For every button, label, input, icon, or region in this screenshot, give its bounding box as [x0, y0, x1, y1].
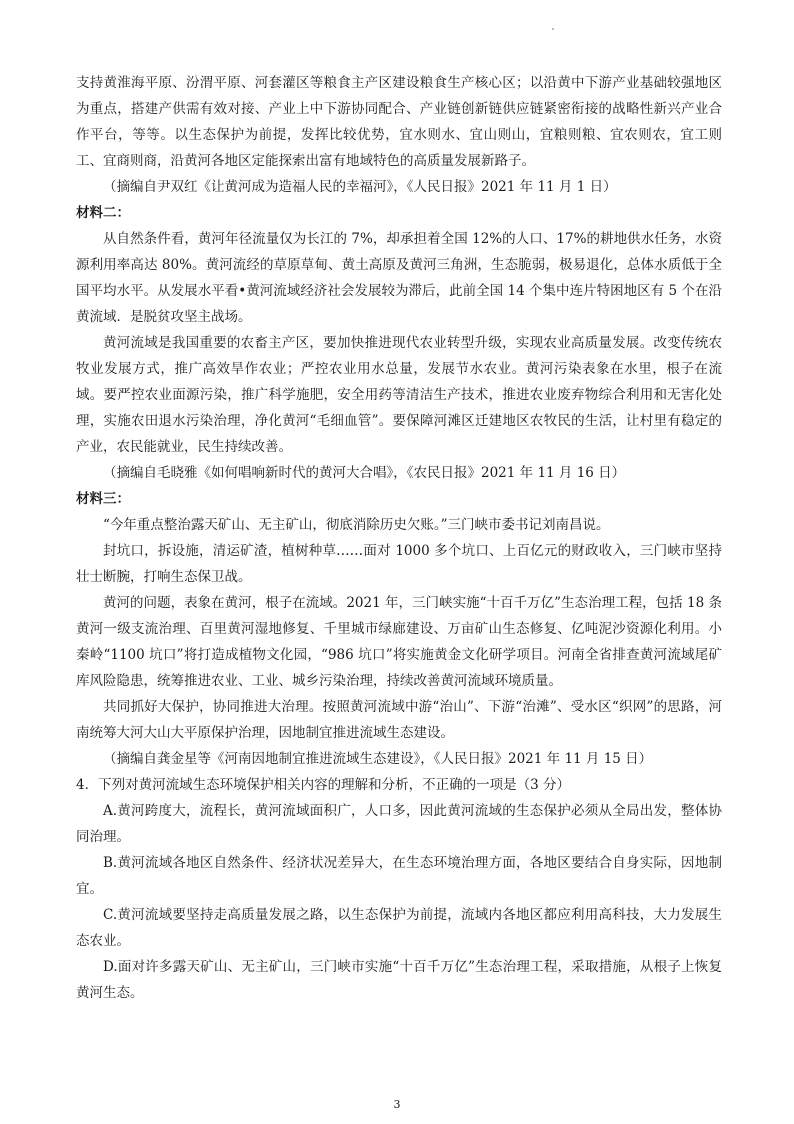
option-d: D.面对许多露天矿山、无主矿山，三门峡市实施“十百千万亿”生态治理工程，采取措施，从根子上恢复黄河生态。	[76, 959, 722, 1001]
option-c: C.黄河流域要坚持走高质量发展之路，以生态保护为前提，流域内各地区都应利用高科技，大力发展生态农业。	[76, 907, 722, 949]
material-2-heading: 材料二：	[76, 205, 130, 221]
paragraph-material2-1: 从自然条件看，黄河年径流量仅为长江的 7%，却承担着全国 12%的人口、17%的耕地供水任务，水资源利用率高达 80%。黄河流经的草原草甸、黄土高原及黄河三角洲，生态脆弱，极易退化，总体水质低于全国平均水平。从发展水平看•黄河流域经济社会发展较为滞后，此前全国 14 个集中连片特困地区有 5 个在沿黄流域．是脱贫攻坚主战场。	[76, 231, 722, 325]
question-4: 4．下列对黄河流域生态环境保护相关内容的理解和分析，不正确的一项是（3 分）	[76, 777, 570, 793]
material-3-heading: 材料三：	[76, 491, 130, 507]
paragraph-material3-3: 黄河的问题，表象在黄河，根子在流域。2021 年，三门峡实施“十百千万亿”生态治理工程，包括 18 条黄河一级支流治理、百里黄河湿地修复、千里城市绿廊建设、万亩矿山生态修复、亿吨泥沙资源化利用。小秦岭“1100 坑口”将打造成植物文化园，“986 坑口”将实施黄金文化研学项目。河南全省排查黄河流域尾矿库风险隐患，统筹推进农业、工业、城乡污染治理，持续改善黄河流域环境质量。	[76, 595, 722, 689]
source-citation-1: （摘编自尹双红《让黄河成为造福人民的幸福河》，《人民日报》2021 年 11 月 1 日）	[103, 179, 617, 195]
paragraph-material3-4: 共同抓好大保护，协同推进大治理。按照黄河流域中游“治山”、下游“治滩”、受水区“织网”的思路，河南统筹大河大山大平原保护治理，因地制宜推进流域生态建设。	[76, 699, 722, 741]
option-a: A.黄河跨度大，流程长，黄河流域面积广，人口多，因此黄河流域的生态保护必须从全局出发，整体协同治理。	[76, 803, 722, 845]
paragraph-material2-2: 黄河流域是我国重要的农畜主产区，要加快推进现代农业转型升级，实现农业高质量发展。改变传统农牧业发展方式，推广高效旱作农业；严控农业用水总量，发展节水农业。黄河污染表象在水里，根子在流域。要严控农业面源污染，推广科学施肥，安全用药等清洁生产技术，推进农业废弃物综合利用和无害化处理，实施农田退水污染治理，净化黄河“毛细血管”。要保障河滩区迁建地区农牧民的生活，让村里有稳定的产业，农民能就业，民生持续改善。	[76, 335, 722, 455]
source-citation-3: （摘编自龚金星等《河南因地制宜推进流域生态建设》，《人民日报》2021 年 11 月 15 日）	[103, 751, 653, 767]
paragraph-material3-1: “今年重点整治露天矿山、无主矿山，彻底消除历史欠账。”三门峡市委书记刘南昌说。	[103, 517, 610, 533]
scan-dot	[552, 28, 554, 30]
option-b: B.黄河流域各地区自然条件、经济状况差异大，在生态环境治理方面，各地区要结合自身实际，因地制宜。	[76, 855, 722, 897]
page-number: 3	[393, 1098, 401, 1111]
paragraph-material1-continuation: 支持黄淮海平原、汾渭平原、河套灌区等粮食主产区建设粮食生产核心区；以沿黄中下游产业基础较强地区为重点，搭建产供需有效对接、产业上中下游协同配合、产业链创新链供应链紧密衔接的战略性新兴产业合作平台，等等。以生态保护为前提，发挥比较优势，宜水则水、宜山则山，宜粮则粮、宜农则农，宜工则工、宜商则商，沿黄河各地区定能探索出富有地域特色的高质量发展新路子。	[76, 75, 722, 169]
source-citation-2: （摘编自毛晓雅《如何唱响新时代的黄河大合唱》，《农民日报》2021 年 11 月 16 日）	[103, 465, 626, 481]
paragraph-material3-2: 封坑口，拆设施，清运矿渣，植树种草……面对 1000 多个坑口、上百亿元的财政收入，三门峡市坚持壮士断腕，打响生态保卫战。	[76, 543, 722, 585]
document-body	[76, 70, 722, 1006]
